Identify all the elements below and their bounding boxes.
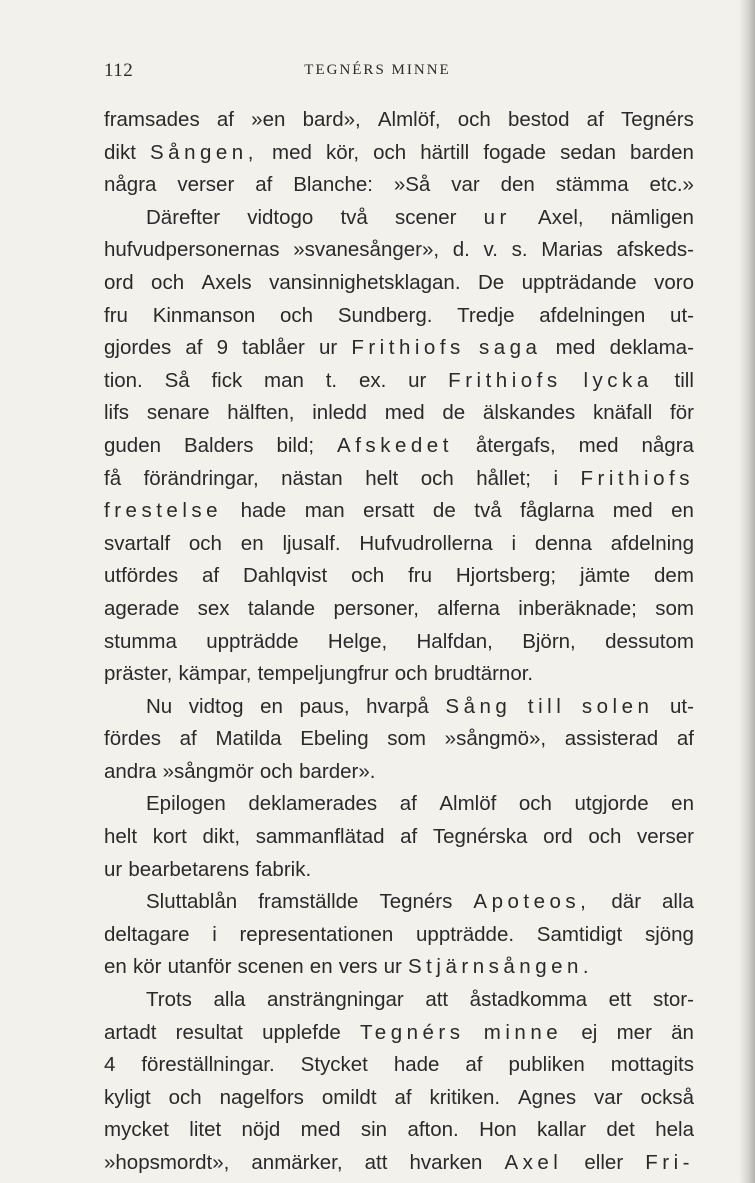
word: vidtogo	[247, 205, 314, 229]
text-line	[104, 430, 694, 463]
word: mer	[616, 1020, 652, 1044]
word: Almlöf	[439, 792, 497, 816]
word: Frithiofs	[448, 368, 562, 392]
text-line	[104, 463, 694, 496]
word: dikt	[104, 140, 136, 164]
word: härtill	[420, 140, 470, 164]
text-line	[104, 560, 694, 593]
word: ett	[608, 988, 632, 1012]
text-line	[104, 756, 694, 789]
word: fördes	[104, 727, 161, 751]
word: i	[511, 531, 517, 555]
word: till	[674, 368, 694, 392]
word: afdelningen	[539, 303, 646, 327]
word: gjordes	[104, 336, 172, 360]
text-line	[104, 169, 694, 202]
word: ur	[483, 205, 511, 229]
text-line	[104, 1017, 694, 1050]
word: nagelfors	[219, 1085, 304, 1109]
word: vansinnighetsklagan.	[269, 270, 461, 294]
word: vers	[338, 955, 378, 979]
text-line	[104, 919, 694, 952]
word: af	[201, 564, 220, 588]
word: kör	[132, 955, 162, 979]
word: präster,	[104, 662, 173, 686]
word: framsades	[104, 108, 200, 131]
word: bearbetarens	[128, 857, 250, 881]
word: af	[676, 727, 694, 751]
word: afton.	[407, 1118, 459, 1142]
word: verser	[177, 173, 235, 197]
word: fru	[104, 303, 128, 327]
text-line	[104, 658, 694, 691]
word: föreställningar.	[141, 1053, 275, 1077]
word: nämligen	[610, 205, 694, 229]
text-line	[104, 984, 694, 1017]
word: kör,	[325, 140, 360, 164]
word: sin	[360, 1118, 388, 1142]
word: Matilda	[215, 727, 282, 751]
word: senare	[146, 401, 210, 425]
word: De	[477, 270, 505, 294]
word: återgafs,	[475, 433, 556, 457]
page-number: 112	[104, 60, 134, 81]
word: Blanche:	[293, 173, 373, 197]
word: Dahlqvist	[242, 564, 328, 588]
word: Almlöf,	[377, 108, 441, 131]
word: ord	[104, 270, 134, 294]
word: Afskedet	[337, 433, 453, 457]
running-head-title: TEGNÉRS MINNE	[304, 62, 451, 78]
word: scener	[394, 205, 457, 229]
text-line	[104, 365, 694, 398]
word: kämpar,	[178, 662, 252, 686]
word: representationen	[239, 922, 394, 946]
word: och	[188, 531, 222, 555]
word: mottagits	[610, 1053, 694, 1077]
word: etc.»	[649, 173, 694, 197]
word: några	[641, 433, 694, 457]
word: tablåer	[242, 336, 305, 360]
word: bestod	[507, 108, 570, 131]
word: att	[364, 1151, 388, 1174]
word: två	[474, 499, 502, 523]
word: artadt	[104, 1020, 157, 1044]
word: af	[185, 336, 203, 360]
word: Axels	[201, 270, 252, 294]
word: inledd	[312, 401, 367, 425]
word: Nu	[146, 694, 173, 718]
word: hälften,	[227, 401, 295, 425]
word: afdelning	[610, 531, 694, 555]
word: saga	[478, 336, 542, 360]
word: med	[578, 433, 619, 457]
word: Så	[164, 368, 190, 392]
word: s.	[511, 238, 528, 262]
word: än	[671, 1020, 694, 1044]
word: alferna	[437, 596, 500, 620]
word: Ebeling	[300, 727, 369, 751]
word: hvarken	[409, 1151, 483, 1174]
word: fåglarna	[520, 499, 595, 523]
word: helt	[365, 466, 399, 490]
word: v.	[483, 238, 498, 262]
word: ut-	[670, 303, 694, 327]
word: tion.	[104, 368, 143, 392]
word: uppträdde.	[416, 922, 515, 946]
text-line	[104, 104, 694, 137]
word: som	[655, 596, 694, 620]
text-line	[104, 1082, 694, 1115]
word: uppträdde	[206, 629, 299, 653]
word: Tredje	[457, 303, 515, 327]
text-line	[104, 951, 694, 984]
word: för	[670, 401, 694, 425]
word: barder».	[299, 759, 376, 783]
word: man	[304, 499, 345, 523]
word: Samtidigt	[536, 922, 623, 946]
text-line	[104, 854, 694, 887]
word: fabrik.	[255, 857, 312, 881]
word: deklamerades	[248, 792, 378, 816]
word: inberäknade;	[518, 596, 637, 620]
word: med	[555, 336, 596, 360]
word: Sundberg.	[337, 303, 433, 327]
word: af	[179, 727, 197, 751]
word: utfördes	[104, 564, 179, 588]
word: mycket	[104, 1118, 169, 1142]
word: kritiken.	[429, 1085, 501, 1109]
word: publiken	[508, 1053, 585, 1077]
word: denna	[534, 531, 592, 555]
word: assisterad	[564, 727, 659, 751]
word: af	[216, 108, 234, 131]
word: dikt,	[202, 825, 241, 849]
word: som	[387, 727, 426, 751]
word: med	[300, 1118, 341, 1142]
word: och	[280, 303, 314, 327]
word: paus,	[299, 694, 350, 718]
word: »sångmör	[162, 759, 254, 783]
word: helt	[104, 825, 138, 849]
word: och	[394, 662, 428, 686]
word: af	[400, 825, 418, 849]
word: fogade	[483, 140, 547, 164]
word: talande	[247, 596, 316, 620]
word: andra	[104, 759, 157, 783]
word: de	[432, 499, 456, 523]
word: till	[527, 694, 566, 718]
word: framställde	[258, 890, 359, 914]
word: Fri-	[645, 1151, 694, 1174]
word: hållet;	[476, 466, 531, 490]
word: jämte	[580, 564, 631, 588]
word: och	[351, 564, 385, 588]
word: ur	[383, 955, 402, 979]
word: en	[260, 694, 283, 718]
word: af	[394, 1085, 412, 1109]
word: Hjortsberg;	[455, 564, 557, 588]
word: man	[264, 368, 304, 392]
word: Tegnérska	[432, 825, 528, 849]
text-line	[104, 397, 694, 430]
word: alla	[213, 988, 246, 1012]
word: Balders	[183, 433, 254, 457]
page-edge-shadow	[739, 0, 755, 1183]
word: knäfall	[592, 401, 653, 425]
word: »svanesånger»,	[293, 238, 440, 262]
word: uppträdande	[521, 270, 637, 294]
word: hvarpå	[366, 694, 429, 718]
word: Halfdan,	[416, 629, 493, 653]
word: Tegnérs	[379, 890, 453, 914]
word: resultat	[175, 1020, 243, 1044]
word: det	[606, 1118, 635, 1142]
word: lycka	[583, 368, 653, 392]
word: och	[420, 466, 454, 490]
word: minne	[483, 1020, 563, 1044]
word: och	[457, 108, 491, 131]
word: kort	[152, 825, 187, 849]
word: en	[671, 792, 694, 816]
word: sex	[197, 596, 230, 620]
word: och	[373, 140, 407, 164]
text-line	[104, 267, 694, 300]
word: frestelse	[104, 499, 223, 523]
word: deltagare	[104, 922, 190, 946]
word: i	[212, 922, 217, 946]
word: ljusalf.	[282, 531, 341, 555]
word: Tegnérs	[360, 1020, 465, 1044]
word: »hopsmordt»,	[104, 1151, 230, 1174]
body-text	[104, 104, 694, 1180]
word: »sångmö»,	[444, 727, 547, 751]
word: Epilogen	[146, 792, 226, 816]
text-line	[104, 234, 694, 267]
word: förändringar,	[143, 466, 259, 490]
word: Marias	[541, 238, 603, 262]
word: stor-	[652, 988, 694, 1012]
word: agerade	[104, 596, 180, 620]
word: och	[151, 270, 185, 294]
text-line	[104, 1049, 694, 1082]
word: stumma	[104, 629, 177, 653]
word: dessutom	[605, 629, 694, 653]
word: hade	[393, 1053, 440, 1077]
word: ansträngningar	[266, 988, 404, 1012]
word: Helge,	[327, 629, 388, 653]
word: Axel	[504, 1151, 563, 1174]
word: sammanflätad	[255, 825, 385, 849]
text-line	[104, 593, 694, 626]
word: en	[309, 955, 333, 979]
word: verser	[637, 825, 694, 849]
word: i	[553, 466, 558, 490]
word: Björn,	[522, 629, 576, 653]
word: lifs	[104, 401, 130, 425]
word: Sluttablån	[146, 890, 238, 914]
word: en	[671, 499, 694, 523]
word: Sång	[445, 694, 512, 718]
word: ur	[104, 857, 123, 881]
word: af	[465, 1053, 483, 1077]
word: och	[259, 759, 293, 783]
word: att	[425, 988, 449, 1012]
word: kyligt	[104, 1085, 151, 1109]
word: två	[340, 205, 368, 229]
word: fick	[211, 368, 243, 392]
word: Hufvudrollerna	[359, 531, 493, 555]
word: med	[384, 401, 425, 425]
word: Kinmanson	[152, 303, 256, 327]
text-line	[104, 300, 694, 333]
word: solen	[581, 694, 654, 718]
word: fru	[408, 564, 432, 588]
word: bard»,	[302, 108, 361, 131]
word: hade	[240, 499, 287, 523]
word: den	[500, 173, 535, 197]
word: barden	[630, 140, 694, 164]
word: af	[255, 173, 273, 197]
word: en	[240, 531, 264, 555]
word: 9	[216, 336, 229, 360]
word: med	[272, 140, 312, 164]
word: eller	[584, 1151, 624, 1174]
text-line	[104, 788, 694, 821]
text-line	[104, 137, 694, 170]
word: och	[588, 825, 622, 849]
word: brudtärnor.	[433, 662, 534, 686]
word: en	[104, 955, 127, 979]
text-line	[104, 723, 694, 756]
word: några	[104, 173, 157, 197]
word: var	[451, 173, 480, 197]
word: Agnes	[518, 1085, 577, 1109]
word: få	[104, 466, 122, 490]
word: deklama-	[609, 336, 694, 360]
running-head	[0, 56, 755, 86]
word: Sången,	[149, 140, 258, 164]
word: personer,	[333, 596, 419, 620]
word: stämma	[555, 173, 629, 197]
word: hufvudpersonernas	[104, 238, 280, 262]
text-line	[104, 1147, 694, 1180]
word: var	[594, 1085, 623, 1109]
text-line	[104, 626, 694, 659]
word: Apoteos,	[473, 890, 591, 914]
word: Stycket	[300, 1053, 368, 1077]
word: sjöng	[644, 922, 694, 946]
word: anmärker,	[251, 1151, 343, 1174]
word: 4	[104, 1053, 116, 1077]
word: Axel,	[538, 205, 584, 229]
word: och	[168, 1085, 202, 1109]
word: ur	[318, 336, 338, 360]
word: hela	[655, 1118, 694, 1142]
word: med	[612, 499, 653, 523]
word: »en	[251, 108, 286, 131]
word: Frithiofs	[351, 336, 465, 360]
word: älskandes	[482, 401, 576, 425]
word: de	[442, 401, 466, 425]
word: voro	[654, 270, 694, 294]
word: t.	[325, 368, 338, 392]
word: dem	[654, 564, 694, 588]
word: där	[611, 890, 642, 914]
text-line	[104, 332, 694, 365]
word: »Så	[393, 173, 431, 197]
word: nöjd	[241, 1118, 281, 1142]
text-line	[104, 691, 694, 724]
word: kallar	[537, 1118, 587, 1142]
text-line	[104, 528, 694, 561]
word: åstadkomma	[469, 988, 588, 1012]
word: d.	[452, 238, 470, 262]
word: Därefter	[146, 205, 221, 229]
word: ersatt	[363, 499, 415, 523]
word: afskeds-	[616, 238, 694, 262]
word: af	[399, 792, 417, 816]
word: Frithiofs	[580, 466, 694, 490]
word: af	[586, 108, 604, 131]
word: sedan	[560, 140, 616, 164]
word: ut-	[669, 694, 694, 718]
word: tempeljungfrur	[257, 662, 389, 686]
word: ord	[543, 825, 573, 849]
word: ej	[581, 1020, 598, 1044]
word: bild;	[276, 433, 315, 457]
word: ex.	[358, 368, 387, 392]
word: omildt	[321, 1085, 377, 1109]
text-line	[104, 202, 694, 235]
word: Trots	[146, 988, 192, 1012]
word: alla	[662, 890, 694, 914]
text-line	[104, 821, 694, 854]
word: vidtog	[188, 694, 244, 718]
word: och	[518, 792, 552, 816]
word: Stjärnsången.	[408, 955, 594, 979]
text-line	[104, 495, 694, 528]
word: också	[640, 1085, 694, 1109]
word: utanför	[167, 955, 232, 979]
word: guden	[104, 433, 162, 457]
word: upplefde	[262, 1020, 341, 1044]
word: svartalf	[104, 531, 171, 555]
word: utgjorde	[574, 792, 649, 816]
word: Hon	[479, 1118, 517, 1142]
text-line	[104, 1114, 694, 1147]
word: scenen	[237, 955, 304, 979]
word: nästan	[281, 466, 343, 490]
text-line	[104, 886, 694, 919]
word: Tegnérs	[620, 108, 694, 131]
word: litet	[189, 1118, 222, 1142]
word: ur	[408, 368, 427, 392]
